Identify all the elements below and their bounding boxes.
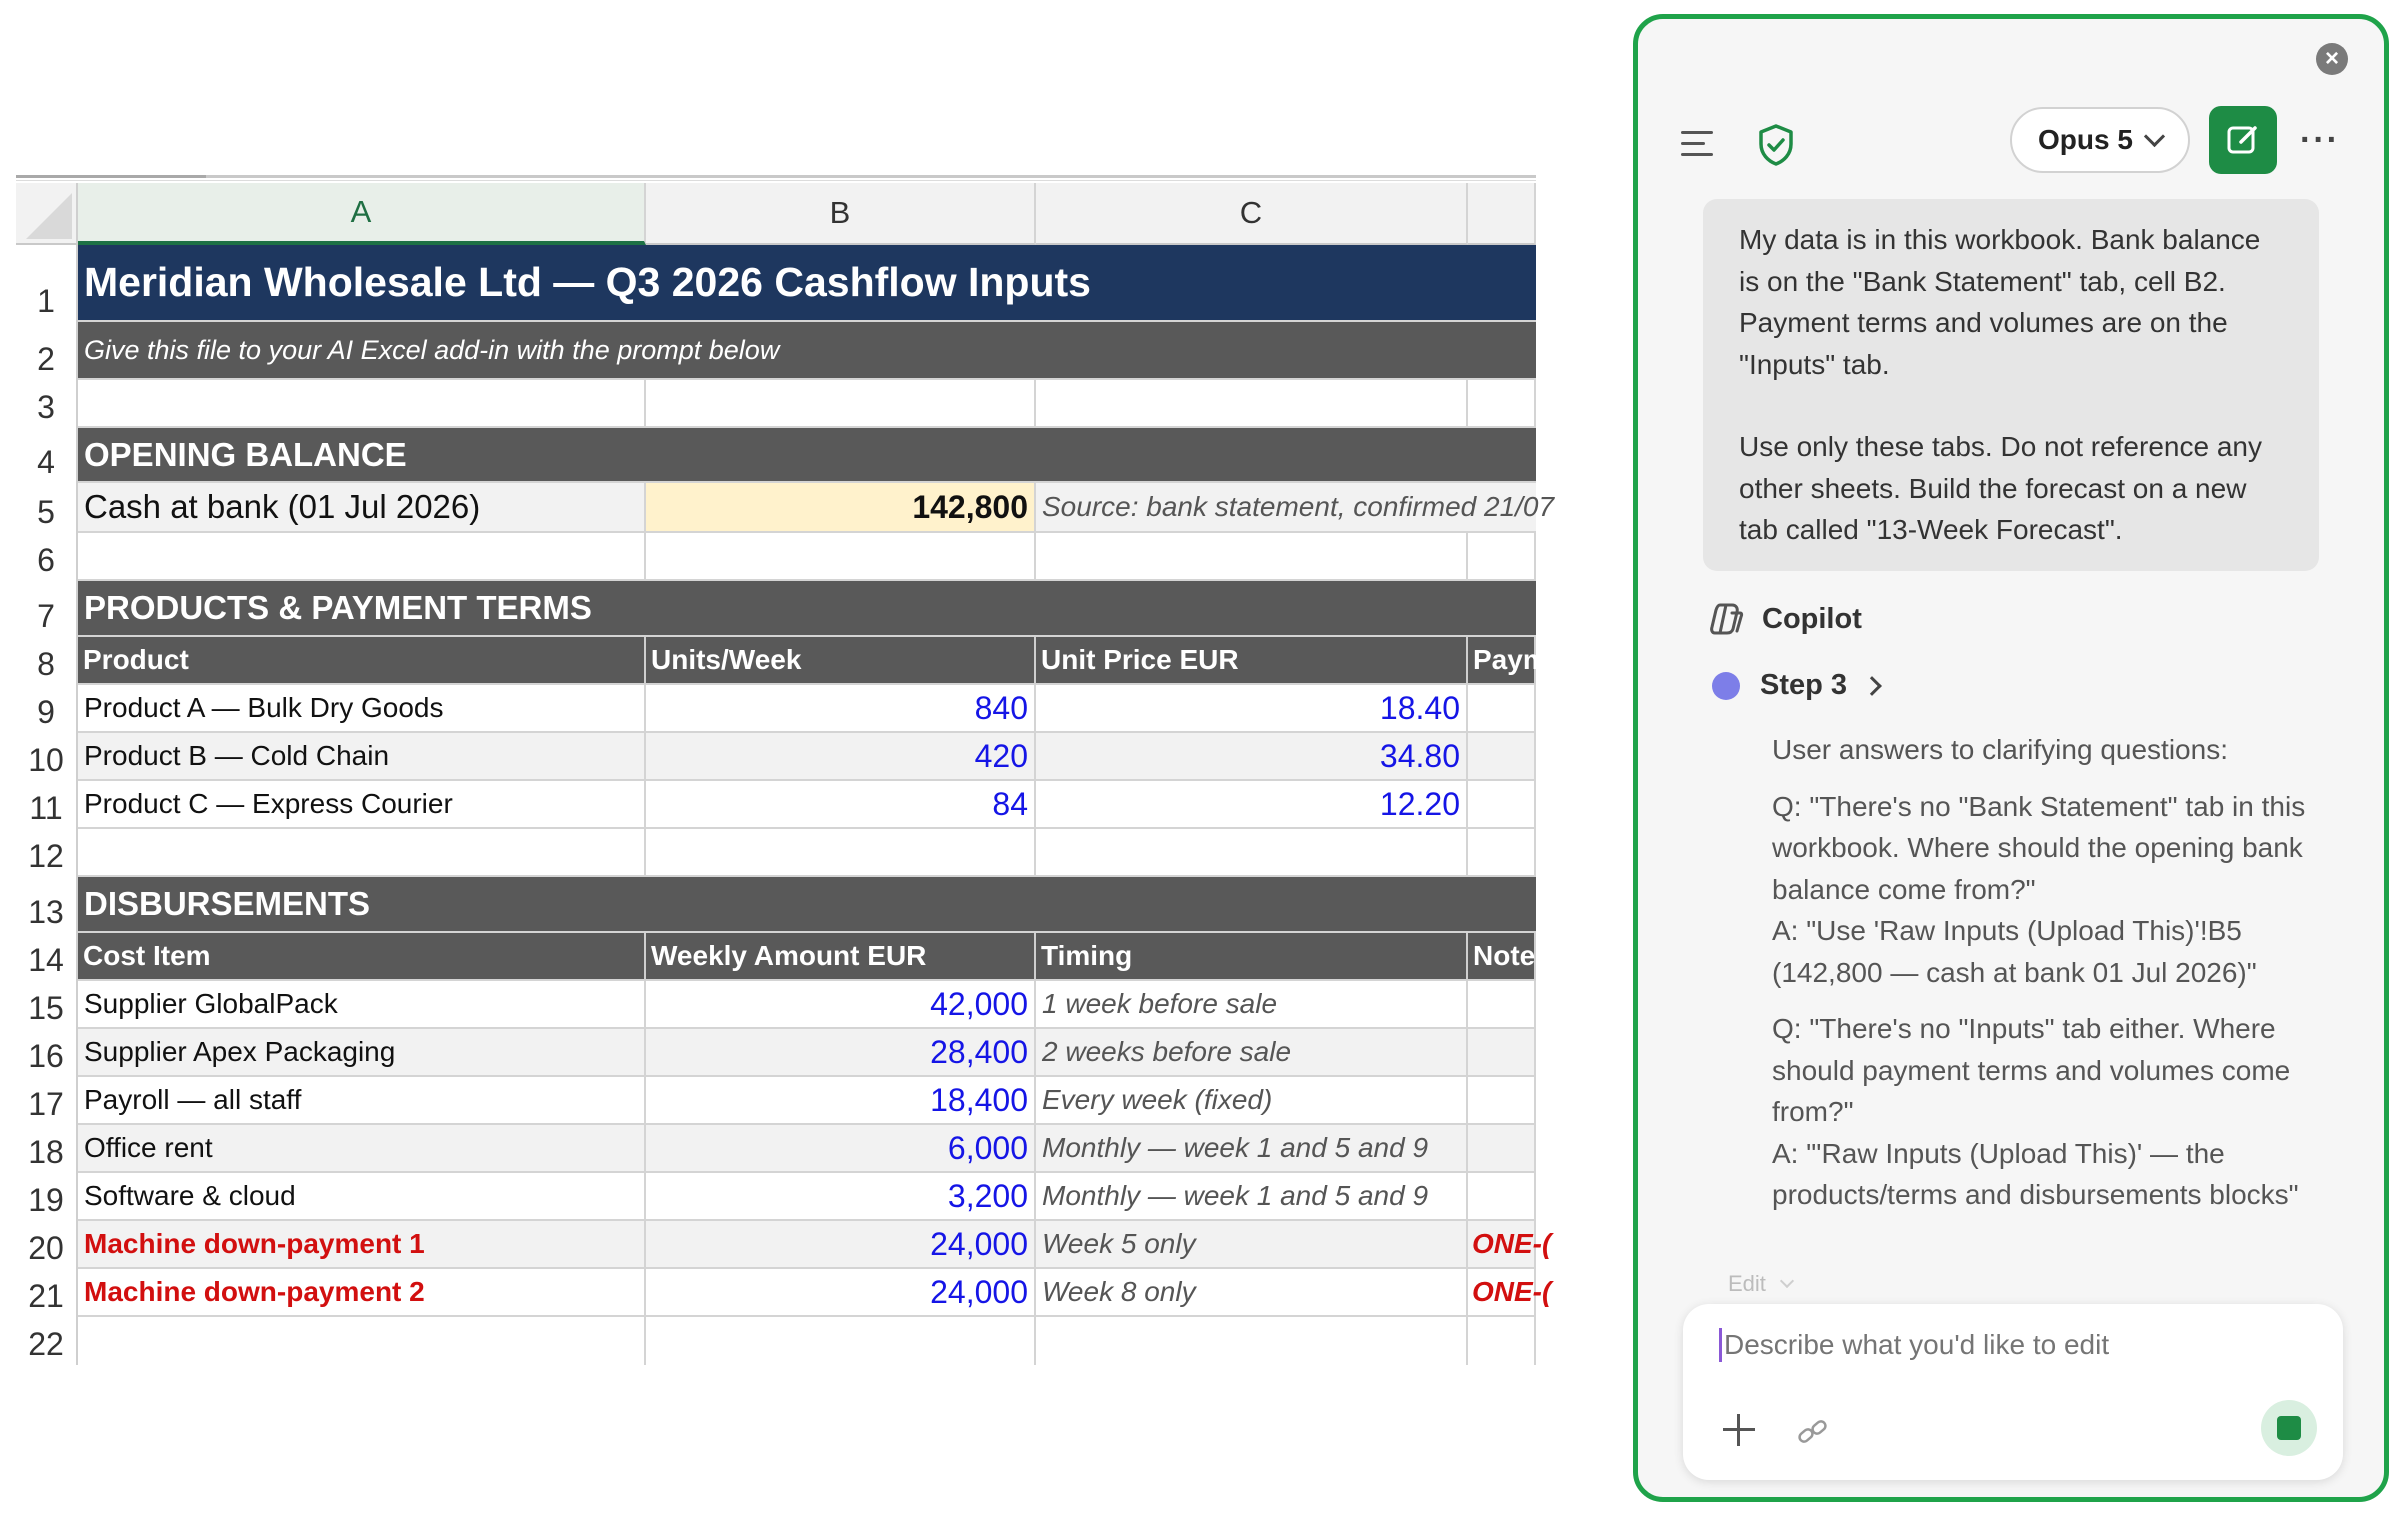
cost-amount[interactable]: 3,200 [646, 1173, 1036, 1221]
row-number[interactable]: 9 [16, 685, 78, 733]
row-number[interactable]: 20 [16, 1221, 78, 1269]
cash-at-bank-source[interactable]: Source: bank statement, confirmed 21/07 [1036, 483, 1536, 533]
cost-note[interactable]: ONE-( [1468, 1221, 1536, 1269]
sheet-row-14 [16, 933, 1551, 981]
cost-item[interactable]: Supplier Apex Packaging [78, 1029, 646, 1077]
product-units[interactable]: 84 [646, 781, 1036, 829]
user-message-bubble [1703, 199, 2319, 571]
cell[interactable] [1036, 829, 1468, 877]
cell[interactable] [1468, 380, 1536, 428]
answer-text: A: "'Raw Inputs (Upload This)' — the products/terms and disbursements blocks" [1772, 1137, 2299, 1210]
step-label: Step 3 [1760, 669, 1848, 701]
column-header-a[interactable]: A [78, 183, 646, 245]
cost-item[interactable]: Machine down-payment 1 [78, 1221, 646, 1269]
edit-label: Edit [1728, 1271, 1766, 1296]
sheet-row-3 [16, 380, 1536, 428]
cell[interactable] [78, 1317, 646, 1365]
sheet-row-12 [16, 829, 1536, 877]
cell[interactable] [1036, 380, 1468, 428]
copilot-panel [1633, 14, 2389, 1502]
cost-note[interactable] [1468, 1173, 1536, 1221]
plus-icon[interactable] [1721, 1412, 1757, 1448]
new-chat-button[interactable] [2209, 106, 2277, 174]
cell[interactable] [1468, 781, 1536, 829]
product-name[interactable]: Product B — Cold Chain [78, 733, 646, 781]
row-number[interactable]: 19 [16, 1173, 78, 1221]
sheet-row-9 [16, 685, 1536, 733]
cell[interactable] [1468, 829, 1536, 877]
products-header-payment[interactable]: Paym [1468, 637, 1536, 685]
cell[interactable] [1468, 685, 1536, 733]
sheet-row-20 [16, 1221, 1552, 1269]
cost-note[interactable] [1468, 1125, 1536, 1173]
select-all-corner[interactable] [16, 183, 78, 245]
qa-intro: User answers to clarifying questions: [1772, 734, 2228, 765]
sheet-row-19 [16, 1173, 1536, 1221]
sheet-row-22 [16, 1317, 1536, 1365]
model-label: Opus 5 [2038, 124, 2133, 155]
user-message-paragraph: Use only these tabs. Do not reference any other sheets. Build the forecast on a new tab called "13-Week Forecast". [1739, 431, 2262, 545]
row-number[interactable]: 4 [16, 428, 78, 483]
disbursements-header-item[interactable]: Cost Item [78, 933, 646, 981]
sheet-row-7 [16, 581, 1536, 637]
chevron-right-icon [1862, 676, 1882, 696]
row-number[interactable]: 17 [16, 1077, 78, 1125]
cost-amount[interactable]: 24,000 [646, 1221, 1036, 1269]
disbursements-header-timing[interactable]: Timing [1036, 933, 1468, 981]
sheet-row-6 [16, 533, 1536, 581]
disbursements-header-amount[interactable]: Weekly Amount EUR [646, 933, 1036, 981]
question-text: Q: "There's no "Inputs" tab either. Where should payment terms and volumes come from?" [1772, 1013, 2291, 1127]
row-number[interactable]: 14 [16, 933, 78, 981]
cost-item[interactable]: Machine down-payment 2 [78, 1269, 646, 1317]
column-header-row [16, 183, 1536, 245]
model-selector-button[interactable] [2010, 107, 2190, 173]
row-number[interactable]: 2 [16, 322, 78, 380]
cell[interactable] [1468, 533, 1536, 581]
cost-note[interactable] [1468, 1029, 1536, 1077]
row-number[interactable]: 15 [16, 981, 78, 1029]
column-header-c[interactable]: C [1036, 183, 1468, 245]
cell[interactable] [646, 533, 1036, 581]
sheet-row-18 [16, 1125, 1536, 1173]
cost-timing[interactable]: Week 5 only [1036, 1221, 1468, 1269]
cell[interactable] [646, 380, 1036, 428]
section-header-products[interactable]: PRODUCTS & PAYMENT TERMS [78, 581, 1536, 637]
close-icon[interactable]: × [2316, 43, 2348, 75]
cost-note[interactable] [1468, 981, 1536, 1029]
section-header-disbursements[interactable]: DISBURSEMENTS [78, 877, 1536, 933]
products-header-units[interactable]: Units/Week [646, 637, 1036, 685]
sheet-row-4 [16, 428, 1536, 483]
composer-box [1683, 1304, 2343, 1480]
cost-amount[interactable]: 6,000 [646, 1125, 1036, 1173]
menu-icon[interactable] [1681, 131, 1715, 157]
column-header-d[interactable] [1468, 183, 1536, 245]
spreadsheet-grid [16, 175, 1555, 1385]
row-number[interactable]: 18 [16, 1125, 78, 1173]
cash-at-bank-label[interactable]: Cash at bank (01 Jul 2026) [78, 483, 646, 533]
cost-amount[interactable]: 28,400 [646, 1029, 1036, 1077]
row-number[interactable]: 21 [16, 1269, 78, 1317]
cost-item[interactable]: Software & cloud [78, 1173, 646, 1221]
new-chat-icon [2225, 122, 2261, 158]
row-number[interactable]: 10 [16, 733, 78, 781]
row-number[interactable]: 8 [16, 637, 78, 685]
sheet-row-21 [16, 1269, 1552, 1317]
more-icon[interactable]: ··· [2300, 121, 2340, 159]
cost-amount[interactable]: 42,000 [646, 981, 1036, 1029]
cost-item[interactable]: Office rent [78, 1125, 646, 1173]
sheet-row-1 [16, 245, 1536, 322]
shield-check-icon[interactable] [1756, 123, 1796, 167]
cost-timing[interactable]: 2 weeks before sale [1036, 1029, 1468, 1077]
cost-note[interactable]: ONE-( [1468, 1269, 1536, 1317]
row-number[interactable]: 5 [16, 483, 78, 533]
chevron-down-icon [2144, 125, 2165, 146]
cell[interactable] [646, 829, 1036, 877]
stop-icon [2277, 1416, 2301, 1440]
cell[interactable] [646, 1317, 1036, 1365]
section-header-opening-balance[interactable]: OPENING BALANCE [78, 428, 1536, 483]
sheet-title-cell[interactable]: Meridian Wholesale Ltd — Q3 2026 Cashflow Inputs [78, 245, 1536, 322]
step-status-icon [1712, 672, 1740, 700]
row-number[interactable]: 13 [16, 877, 78, 933]
answer-text: A: "Use 'Raw Inputs (Upload This)'!B5 (142,800 — cash at bank 01 Jul 2026)" [1772, 915, 2257, 988]
link-icon[interactable] [1795, 1414, 1831, 1450]
cost-amount[interactable]: 24,000 [646, 1269, 1036, 1317]
row-number[interactable]: 16 [16, 1029, 78, 1077]
cell[interactable] [1468, 733, 1536, 781]
cost-timing[interactable]: Monthly — week 1 and 5 and 9 [1036, 1173, 1468, 1221]
sheet-row-17 [16, 1077, 1536, 1125]
copilot-logo-icon [1706, 599, 1746, 639]
cost-item[interactable]: Supplier GlobalPack [78, 981, 646, 1029]
assistant-header [1706, 599, 1862, 639]
products-header-price[interactable]: Unit Price EUR [1036, 637, 1468, 685]
sheet-row-16 [16, 1029, 1536, 1077]
qa-block [1772, 1008, 2332, 1216]
disbursements-header-notes[interactable]: Notes [1468, 933, 1536, 981]
cost-timing[interactable]: Every week (fixed) [1036, 1077, 1468, 1125]
product-price[interactable]: 12.20 [1036, 781, 1468, 829]
row-number[interactable]: 1 [16, 245, 78, 322]
cash-at-bank-value[interactable]: 142,800 [646, 483, 1036, 533]
cell[interactable] [1036, 1317, 1468, 1365]
column-header-b[interactable]: B [646, 183, 1036, 245]
sheet-row-15 [16, 981, 1536, 1029]
row-number[interactable]: 3 [16, 380, 78, 428]
cost-timing[interactable]: Monthly — week 1 and 5 and 9 [1036, 1125, 1468, 1173]
row-number[interactable]: 11 [16, 781, 78, 829]
cell[interactable] [78, 533, 646, 581]
sheet-row-5 [16, 483, 1555, 533]
product-units[interactable]: 840 [646, 685, 1036, 733]
stop-button[interactable] [2261, 1400, 2317, 1456]
cell[interactable] [1036, 533, 1468, 581]
question-text: Q: "There's no "Bank Statement" tab in this workbook. Where should the opening bank balance come from?" [1772, 790, 2306, 905]
row-number[interactable]: 22 [16, 1317, 78, 1365]
sheet-subtitle-cell[interactable]: Give this file to your AI Excel add-in with the prompt below [78, 322, 1536, 380]
products-header-product[interactable]: Product [78, 637, 646, 685]
sheet-row-2 [16, 322, 1536, 380]
cost-amount[interactable]: 18,400 [646, 1077, 1036, 1125]
product-name[interactable]: Product C — Express Courier [78, 781, 646, 829]
row-number[interactable]: 12 [16, 829, 78, 877]
cost-item[interactable]: Payroll — all staff [78, 1077, 646, 1125]
assistant-name: Copilot [1762, 602, 1862, 635]
cost-note[interactable] [1468, 1077, 1536, 1125]
product-price[interactable]: 18.40 [1036, 685, 1468, 733]
row-number[interactable]: 7 [16, 581, 78, 637]
sheet-row-10 [16, 733, 1536, 781]
chevron-down-icon [1780, 1274, 1794, 1288]
sheet-row-8 [16, 637, 1548, 685]
product-units[interactable]: 420 [646, 733, 1036, 781]
step-details [1772, 729, 2332, 1216]
sheet-row-13 [16, 877, 1536, 933]
qa-block [1772, 786, 2332, 994]
sheet-row-11 [16, 781, 1536, 829]
edit-dropdown[interactable] [1728, 1271, 1792, 1297]
product-price[interactable]: 34.80 [1036, 733, 1468, 781]
cell[interactable] [78, 380, 646, 428]
step-toggle[interactable] [1712, 669, 1879, 702]
row-number[interactable]: 6 [16, 533, 78, 581]
cost-timing[interactable]: 1 week before sale [1036, 981, 1468, 1029]
cost-timing[interactable]: Week 8 only [1036, 1269, 1468, 1317]
message-input[interactable] [1719, 1328, 2286, 1362]
cell[interactable] [1468, 1317, 1536, 1365]
cell[interactable] [78, 829, 646, 877]
product-name[interactable]: Product A — Bulk Dry Goods [78, 685, 646, 733]
user-message-paragraph: My data is in this workbook. Bank balance is on the "Bank Statement" tab, cell B2. Payment terms and volumes are on the "Inputs" tab. [1739, 224, 2261, 380]
